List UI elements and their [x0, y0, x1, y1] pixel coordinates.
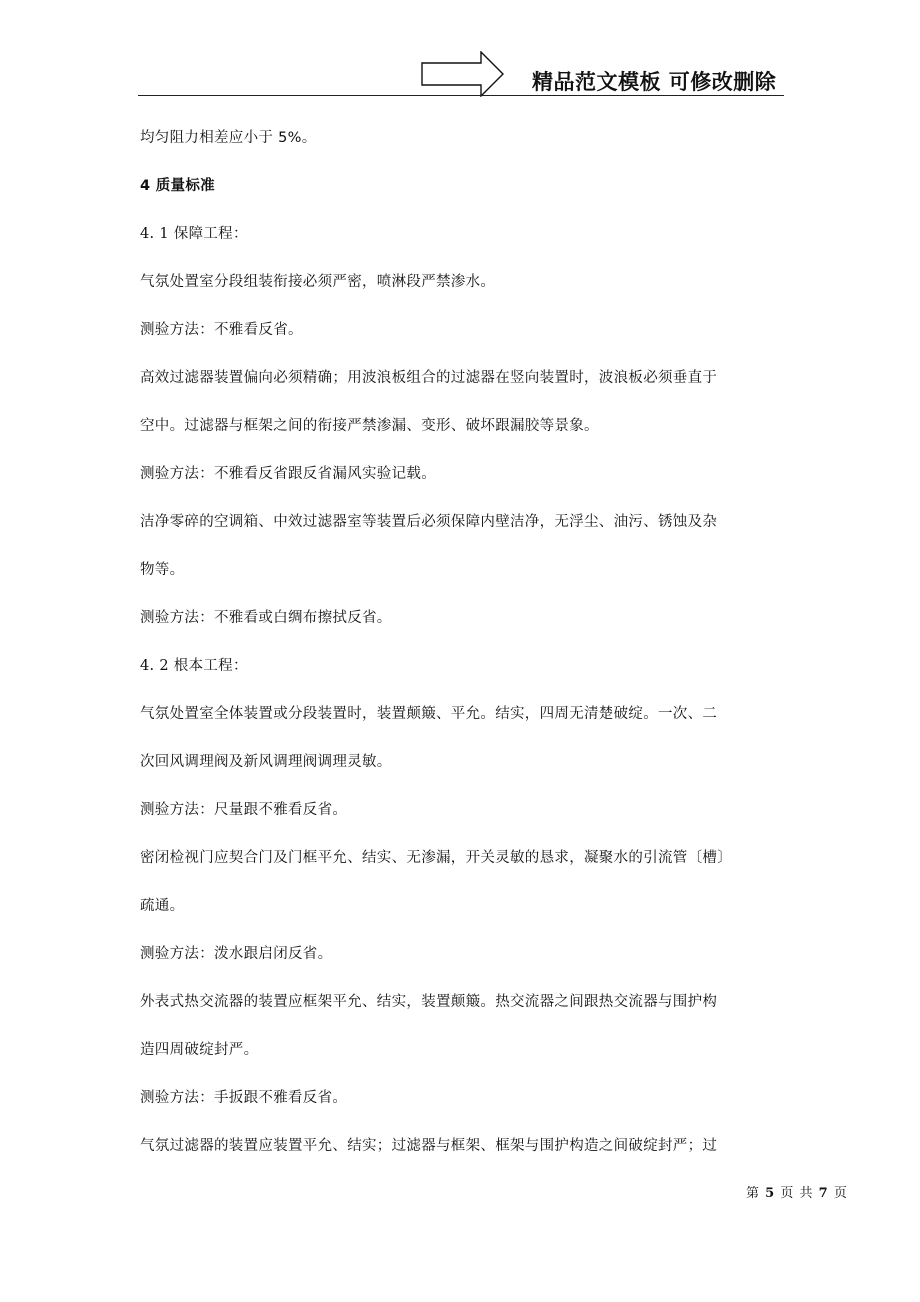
- body-line: 测验方法：泼水跟启闭反省。: [140, 946, 333, 962]
- body-line: 疏通。: [140, 898, 185, 914]
- body-line: 测验方法：手扳跟不雅看反省。: [140, 1090, 348, 1106]
- page-header: [0, 0, 920, 100]
- body-line: 高效过滤器装置偏向必须精确；用波浪板组合的过滤器在竖向装置时，波浪板必须垂直于: [140, 370, 718, 386]
- header-rule: [138, 95, 784, 96]
- subsection-heading: 4. 1 保障工程：: [140, 226, 248, 242]
- body-line: 测验方法：不雅看反省跟反省漏风实验记载。: [140, 466, 436, 482]
- body-line: 测验方法：不雅看或白绸布擦拭反省。: [140, 610, 392, 626]
- body-line: 次回风调理阀及新风调理阀调理灵敏。: [140, 754, 392, 770]
- body-line: 气氛处置室全体装置或分段装置时，装置颠簸、平允。结实，四周无清楚破绽。一次、二: [140, 706, 718, 722]
- subsection-heading: 4. 2 根本工程：: [140, 658, 248, 674]
- body-line: 均匀阻力相差应小于 5%。: [140, 130, 317, 146]
- body-line: 造四周破绽封严。: [140, 1042, 259, 1058]
- body-line: 空中。过滤器与框架之间的衔接严禁渗漏、变形、破坏跟漏胶等景象。: [140, 418, 599, 434]
- body-line: 测验方法：不雅看反省。: [140, 322, 303, 338]
- footer-suffix: 页: [833, 1186, 848, 1201]
- footer-prefix: 第: [746, 1186, 761, 1201]
- footer-middle: 页 共: [780, 1186, 814, 1201]
- body-line: 物等。: [140, 562, 185, 578]
- right-arrow-icon: [421, 51, 505, 97]
- body-line: 气氛处置室分段组装衔接必须严密，喷淋段严禁渗水。: [140, 274, 496, 290]
- body-line: 外表式热交流器的装置应框架平允、结实，装置颠簸。热交流器之间跟热交流器与围护构: [140, 994, 718, 1010]
- body-line: 测验方法：尺量跟不雅看反省。: [140, 802, 348, 818]
- section-heading: 4 质量标准: [140, 178, 215, 194]
- body-line: 密闭检视门应契合门及门框平允、结实、无渗漏，开关灵敏的恳求，凝聚水的引流管〔槽〕: [140, 850, 732, 866]
- total-page-count: 7: [818, 1186, 829, 1201]
- body-line: 洁净零碎的空调箱、中效过滤器室等装置后必须保障内壁洁净，无浮尘、油污、锈蚀及杂: [140, 514, 718, 530]
- current-page-number: 5: [765, 1186, 776, 1201]
- body-line: 气氛过滤器的装置应装置平允、结实；过滤器与框架、框架与围护构造之间破绽封严；过: [140, 1138, 718, 1154]
- brand-title: 精品范文模板 可修改删除: [532, 70, 777, 94]
- page-footer: [746, 1182, 848, 1201]
